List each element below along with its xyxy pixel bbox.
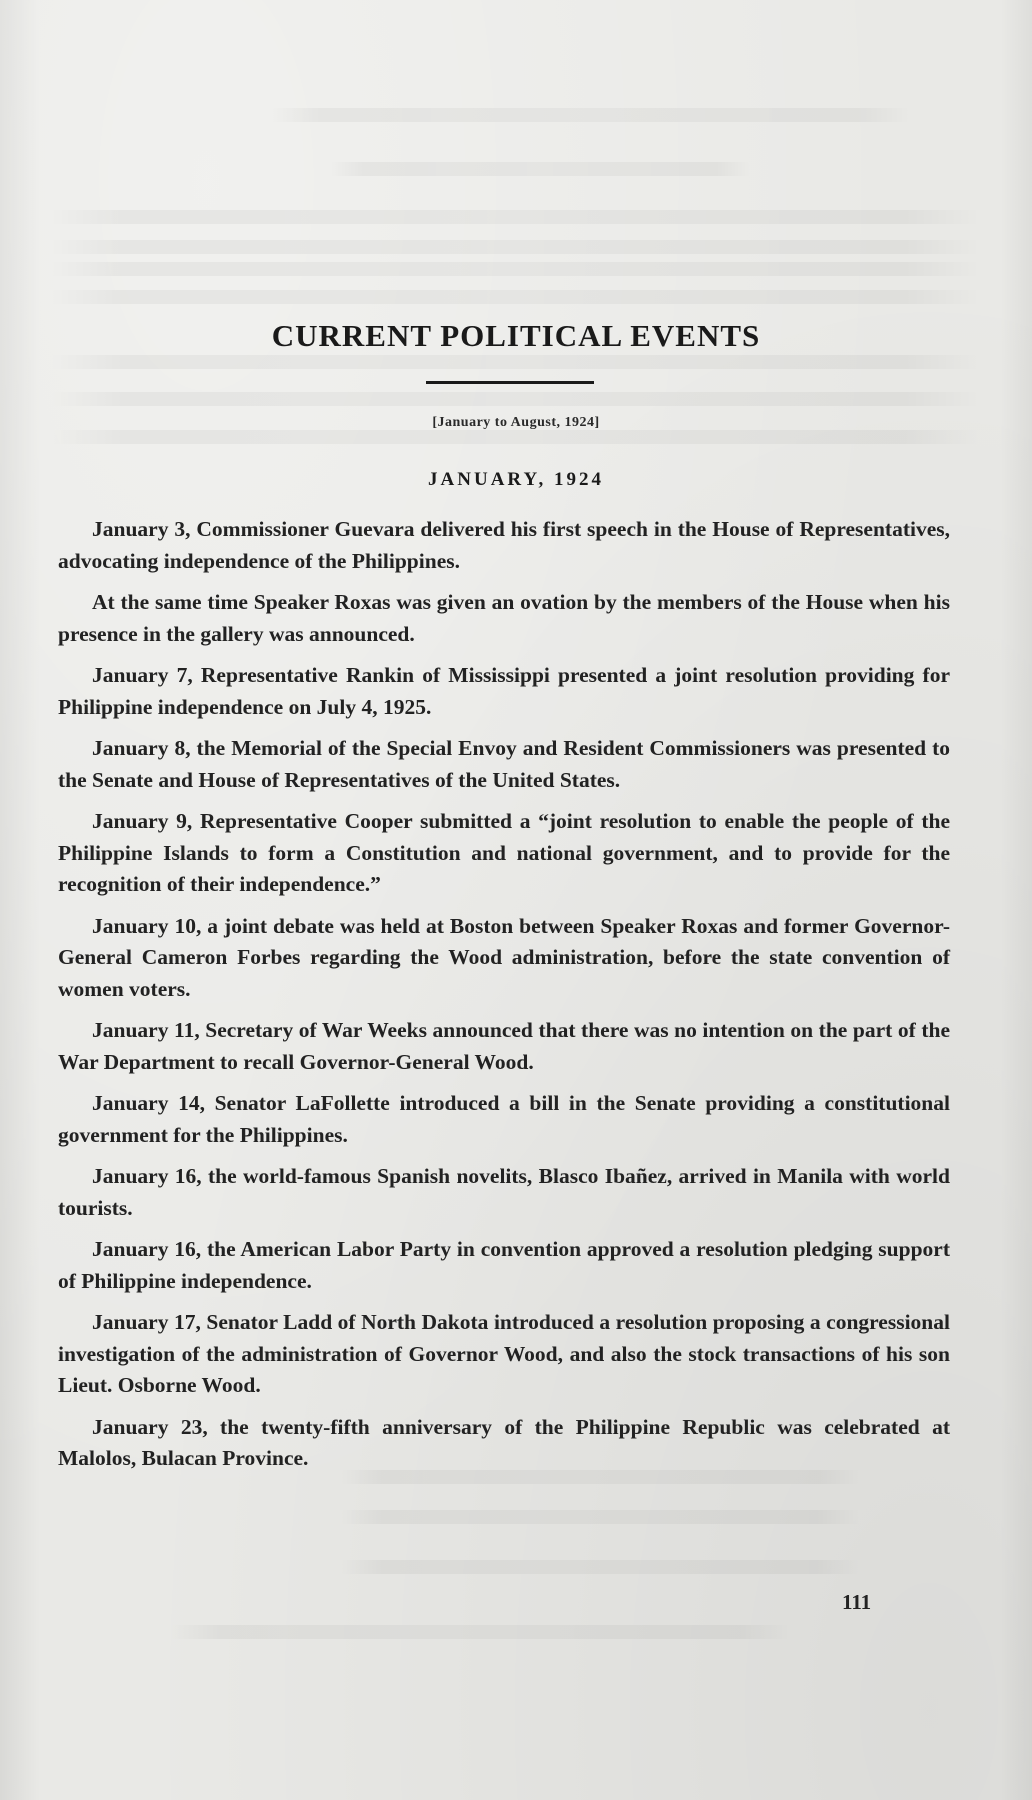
bleed-through-line (50, 290, 980, 304)
bleed-through-line (50, 240, 980, 254)
bleed-through-line (170, 1625, 790, 1639)
bleed-through-line (340, 1560, 860, 1574)
event-entry: January 14, Senator LaFollette introduced a bill in the Senate providing a constitutional government for the Philippines. (58, 1091, 950, 1147)
event-entry: January 7, Representative Rankin of Mississippi presented a joint resolution providing for Philippine independence on July 4, 1925. (58, 663, 950, 719)
event-entry: January 23, the twenty-fifth anniversary of the Philippine Republic was celebrated at Malolos, Bulacan Province. (58, 1414, 950, 1470)
event-entry: January 16, the American Labor Party in convention approved a resolution pledging support of Philippine independence. (58, 1237, 950, 1293)
event-entry: January 17, Senator Ladd of North Dakota introduced a resolution proposing a congressional investigation of the administration of Governor Wood, and also the stock transactions of his son Lieut. Osborne Wood. (58, 1310, 950, 1397)
event-entry: January 10, a joint debate was held at Boston between Speaker Roxas and former Governor-General Cameron Forbes regarding the Wood administration, before the state convention of women voters. (58, 913, 950, 1001)
title-rule (426, 381, 594, 384)
bleed-through-line (50, 430, 980, 444)
month-heading: JANUARY, 1924 (428, 469, 604, 490)
event-entry: January 8, the Memorial of the Special Envoy and Resident Commissioners was presented to the Senate and House of Representatives of the United States. (58, 736, 950, 792)
page-title: CURRENT POLITICAL EVENTS (271, 318, 761, 353)
bleed-through-line (330, 162, 750, 176)
event-entry: January 16, the world-famous Spanish novelits, Blasco Ibañez, arrived in Manila with world tourists. (58, 1164, 950, 1220)
event-entry: January 9, Representative Cooper submitted a “joint resolution to enable the people of the Philippine Islands to form a Constitution and national government, and to provide for the recognition of their independence.” (58, 809, 950, 896)
events-list (58, 514, 950, 1485)
bleed-through-line (340, 1510, 860, 1524)
bleed-through-line (50, 210, 980, 224)
event-entry: At the same time Speaker Roxas was given an ovation by the members of the House when his presence in the gallery was announced. (58, 590, 950, 646)
date-range: [January to August, 1924] (432, 415, 600, 430)
event-entry: January 3, Commissioner Guevara delivered his first speech in the House of Representatives, advocating independence of the Philippines. (58, 517, 950, 573)
bleed-through-line (50, 355, 980, 369)
bleed-through-line (50, 392, 980, 406)
event-entry: January 11, Secretary of War Weeks announced that there was no intention on the part of the War Department to recall Governor-General Wood. (58, 1018, 950, 1074)
page-number: 111 (842, 1590, 872, 1614)
bleed-through-line (50, 262, 980, 276)
bleed-through-line (270, 108, 910, 122)
